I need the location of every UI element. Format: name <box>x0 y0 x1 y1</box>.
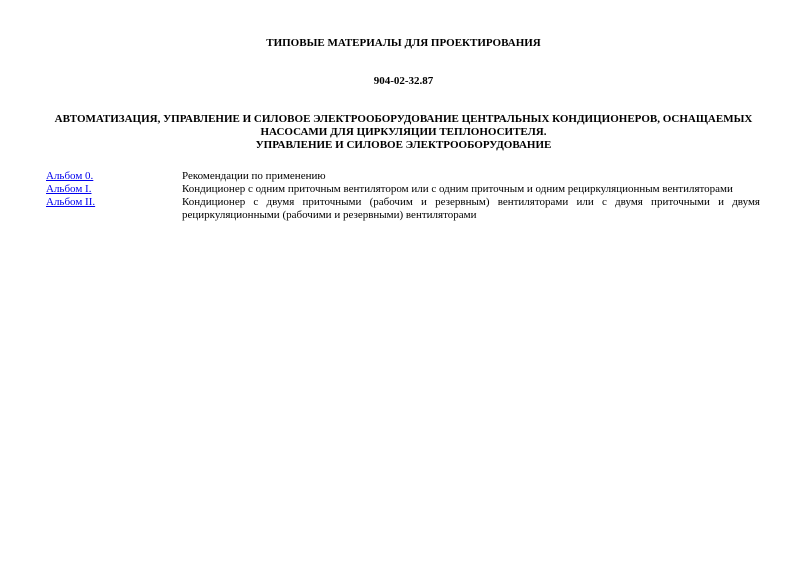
document-code: 904-02-32.87 <box>373 75 434 87</box>
main-title-line-1: АВТОМАТИЗАЦИЯ, УПРАВЛЕНИЕ И СИЛОВОЕ ЭЛЕКТРООБОРУДОВАНИЕ ЦЕНТРАЛЬНЫХ КОНДИЦИОНЕРОВ, ОСНАЩАЕМЫХ НАСОСАМИ ДЛЯ ЦИРКУЛЯЦИИ ТЕПЛОНОСИТЕЛЯ. <box>54 113 753 138</box>
album-row-1 <box>46 183 760 196</box>
album-1-link[interactable]: Альбом I. <box>46 183 92 195</box>
album-list <box>46 170 760 222</box>
album-2-description: Кондиционер с двумя приточными (рабочим и резервным) вентиляторами или с двумя приточными и двумя рециркуляционными (рабочими и резервными) вентиляторами <box>182 196 760 221</box>
album-row-2 <box>46 196 760 222</box>
main-title <box>50 113 757 152</box>
album-0-link[interactable]: Альбом 0. <box>46 170 94 182</box>
album-0-description: Рекомендации по применению <box>182 170 326 182</box>
album-2-link[interactable]: Альбом II. <box>46 196 96 208</box>
album-row-0 <box>46 170 760 183</box>
main-title-line-2: УПРАВЛЕНИЕ И СИЛОВОЕ ЭЛЕКТРООБОРУДОВАНИЕ <box>255 139 552 151</box>
album-1-description: Кондиционер с одним приточным вентилятором или с одним приточным и одним рециркуляционным вентиляторами <box>182 183 733 195</box>
series-title: ТИПОВЫЕ МАТЕРИАЛЫ ДЛЯ ПРОЕКТИРОВАНИЯ <box>266 37 541 49</box>
